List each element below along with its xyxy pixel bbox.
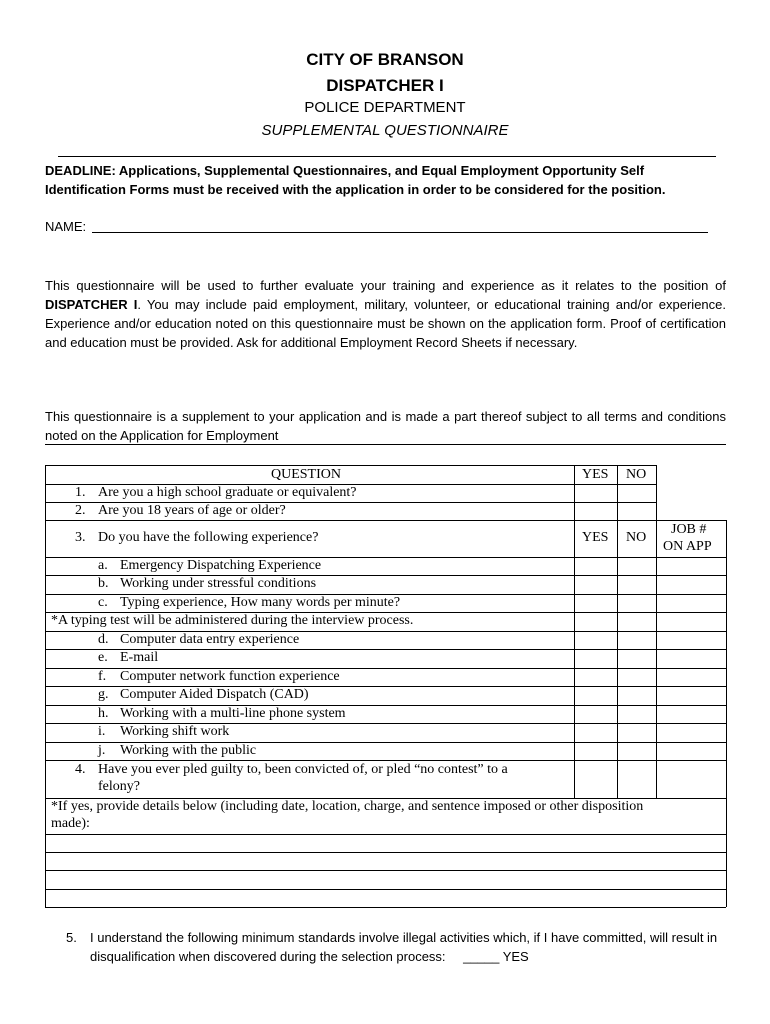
intro-position: DISPATCHER I <box>45 297 138 312</box>
question-5-yes: YES <box>502 949 529 964</box>
header-divider <box>58 156 716 157</box>
q3-yes-header: YES <box>582 530 609 545</box>
exp-f-text: Computer network function experience <box>120 669 340 684</box>
exp-d-text: Computer data entry experience <box>120 632 300 647</box>
q3-no-header: NO <box>626 530 647 545</box>
typing-test-note: *A typing test will be administered during the interview process. <box>51 613 414 628</box>
question-1-text: Are you a high school graduate or equivalent? <box>98 485 357 500</box>
city-title: CITY OF BRANSON <box>306 50 464 69</box>
exp-g-letter: g. <box>98 687 109 702</box>
table-top-border <box>45 465 656 466</box>
position-title: DISPATCHER I <box>326 76 444 95</box>
question-1-number: 1. <box>75 485 86 500</box>
exp-f-letter: f. <box>98 669 107 684</box>
exp-h-text: Working with a multi-line phone system <box>120 706 346 721</box>
exp-i-text: Working shift work <box>120 724 230 739</box>
question-2-text: Are you 18 years of age or older? <box>98 503 286 518</box>
details-answer-area[interactable] <box>46 835 726 907</box>
name-field[interactable] <box>92 232 708 233</box>
intro-text-b: . You may include paid employment, military, volunteer, or educational training and/or experience. Experience and/or education noted on this questionnaire must be shown on the application form. Proof of certification and education must be provided. Ask for additional Employment Record Sheets if necessary. <box>45 297 726 350</box>
q1-yes-cell[interactable] <box>575 485 617 502</box>
form-subtitle: SUPPLEMENTAL QUESTIONNAIRE <box>261 122 509 139</box>
exp-e-letter: e. <box>98 650 108 665</box>
question-2-number: 2. <box>75 503 86 518</box>
deadline-notice <box>45 161 726 199</box>
supplement-paragraph: This questionnaire is a supplement to your application and is made a part thereof subject to all terms and conditions noted on the Application for Employment <box>45 409 726 443</box>
q2-yes-cell[interactable] <box>575 503 617 520</box>
exp-b-letter: b. <box>98 576 109 591</box>
job-on-app-header: ON APP <box>663 539 712 554</box>
table-header-right-border <box>656 465 657 520</box>
section-divider <box>45 444 726 445</box>
table-bottom-border <box>45 907 726 908</box>
deadline-text: : Applications, Supplemental Questionnaires, and Equal Employment Opportunity Self Identification Forms must be received with the application in order to be considered for the position. <box>45 163 666 197</box>
exp-h-letter: h. <box>98 706 109 721</box>
details-instruction-line2: made): <box>51 816 90 831</box>
department-title: POLICE DEPARTMENT <box>304 99 466 116</box>
intro-text-a: This questionnaire will be used to further evaluate your training and experience as it relates to the position of <box>45 278 726 293</box>
column-no-header: NO <box>626 467 647 482</box>
question-5-number: 5. <box>66 930 77 945</box>
exp-c-text: Typing experience, How many words per minute? <box>120 595 401 610</box>
yes-col-line <box>574 520 575 798</box>
exp-b-text: Working under stressful conditions <box>120 576 317 591</box>
column-yes-header: YES <box>582 467 609 482</box>
name-label: NAME: <box>45 219 87 234</box>
question-3-text: Do you have the following experience? <box>98 530 319 545</box>
exp-c-letter: c. <box>98 595 108 610</box>
exp-e-text: E-mail <box>120 650 159 665</box>
intro-paragraph <box>45 276 726 352</box>
q1-no-cell[interactable] <box>618 485 656 502</box>
question-4-text-line2: felony? <box>98 779 140 794</box>
exp-g-text: Computer Aided Dispatch (CAD) <box>120 687 309 702</box>
question-5-blank[interactable]: _____ <box>463 949 500 964</box>
table-right-border <box>726 520 727 907</box>
exp-a-text: Emergency Dispatching Experience <box>120 558 322 573</box>
question-3-number: 3. <box>75 530 86 545</box>
q2-no-cell[interactable] <box>618 503 656 520</box>
column-question-header: QUESTION <box>271 467 341 482</box>
q4-yes-cell[interactable] <box>575 761 617 798</box>
job-number-header: JOB # <box>671 522 707 537</box>
exp-i-letter: i. <box>98 724 106 739</box>
q4-no-cell[interactable] <box>618 761 656 798</box>
exp-a-letter: a. <box>98 558 108 573</box>
question-5-text: I understand the following minimum standards involve illegal activities which, if I have committed, will result in disqualification when discovered during the selection process: <box>90 930 718 964</box>
question-4-number: 4. <box>75 762 86 777</box>
exp-j-text: Working with the public <box>120 743 257 758</box>
exp-j-letter: j. <box>98 743 106 758</box>
exp-d-letter: d. <box>98 632 109 647</box>
no-col-line <box>617 520 618 798</box>
job-col-line <box>656 520 657 798</box>
deadline-label: DEADLINE <box>45 163 112 178</box>
details-instruction-line1: *If yes, provide details below (including date, location, charge, and sentence imposed or other disposition <box>51 799 644 814</box>
question-4-text-line1: Have you ever pled guilty to, been convicted of, or pled “no contest” to a <box>98 762 508 777</box>
